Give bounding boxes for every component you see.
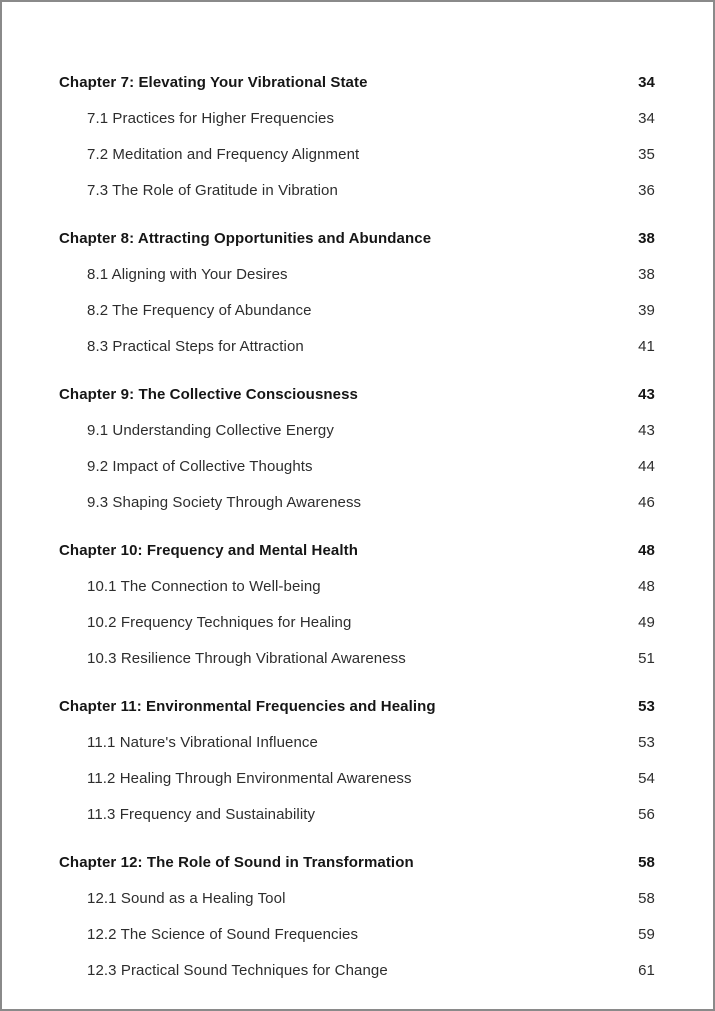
toc-section-row[interactable] [59,724,655,760]
toc-chapter [59,532,655,676]
section-page: 43 [638,421,655,439]
toc-section-row[interactable] [59,412,655,448]
section-page: 34 [638,109,655,127]
toc-chapter [59,376,655,520]
section-title: 10.3 Resilience Through Vibrational Awareness [87,649,406,667]
chapter-page: 34 [638,73,655,91]
section-title: 9.2 Impact of Collective Thoughts [87,457,313,475]
toc-chapter-row[interactable] [59,220,655,256]
chapter-sections [59,256,655,364]
toc-section-row[interactable] [59,256,655,292]
toc-section-row[interactable] [59,952,655,988]
section-page: 48 [638,577,655,595]
chapter-page: 58 [638,853,655,871]
chapter-title: Chapter 8: Attracting Opportunities and Abundance [59,229,432,247]
toc-section-row[interactable] [59,760,655,796]
section-page: 54 [638,769,655,787]
section-title: 12.1 Sound as a Healing Tool [87,889,286,907]
chapter-title: Chapter 7: Elevating Your Vibrational State [59,73,368,91]
section-title: 7.1 Practices for Higher Frequencies [87,109,335,127]
section-page: 51 [638,649,655,667]
toc-chapter [59,844,655,988]
section-title: 11.1 Nature's Vibrational Influence [87,733,318,751]
toc-chapter-row[interactable] [59,376,655,412]
toc-section-row[interactable] [59,100,655,136]
section-page: 41 [638,337,655,355]
toc-chapter-row[interactable] [59,844,655,880]
section-page: 56 [638,805,655,823]
chapter-sections [59,100,655,208]
toc-chapter [59,64,655,208]
section-title: 8.1 Aligning with Your Desires [87,265,288,283]
chapter-sections [59,880,655,988]
toc-section-row[interactable] [59,484,655,520]
section-title: 7.3 The Role of Gratitude in Vibration [87,181,338,199]
toc-list [2,2,713,988]
section-title: 12.2 The Science of Sound Frequencies [87,925,359,943]
toc-section-row[interactable] [59,328,655,364]
toc-chapter [59,220,655,364]
chapter-title: Chapter 12: The Role of Sound in Transformation [59,853,414,871]
section-page: 58 [638,889,655,907]
toc-section-row[interactable] [59,916,655,952]
section-page: 59 [638,925,655,943]
section-page: 36 [638,181,655,199]
section-title: 8.3 Practical Steps for Attraction [87,337,304,355]
toc-section-row[interactable] [59,568,655,604]
chapter-page: 38 [638,229,655,247]
section-title: 9.3 Shaping Society Through Awareness [87,493,362,511]
chapter-title: Chapter 11: Environmental Frequencies and Healing [59,697,436,715]
section-page: 38 [638,265,655,283]
chapter-title: Chapter 9: The Collective Consciousness [59,385,358,403]
toc-section-row[interactable] [59,136,655,172]
toc-section-row[interactable] [59,172,655,208]
toc-section-row[interactable] [59,880,655,916]
section-title: 7.2 Meditation and Frequency Alignment [87,145,360,163]
section-title: 8.2 The Frequency of Abundance [87,301,312,319]
chapter-page: 43 [638,385,655,403]
toc-chapter-row[interactable] [59,532,655,568]
section-page: 39 [638,301,655,319]
chapter-sections [59,568,655,676]
section-page: 61 [638,961,655,979]
section-title: 9.1 Understanding Collective Energy [87,421,334,439]
chapter-page: 53 [638,697,655,715]
toc-section-row[interactable] [59,796,655,832]
section-title: 11.2 Healing Through Environmental Awareness [87,769,412,787]
chapter-title: Chapter 10: Frequency and Mental Health [59,541,358,559]
toc-section-row[interactable] [59,640,655,676]
toc-chapter-row[interactable] [59,64,655,100]
section-title: 10.2 Frequency Techniques for Healing [87,613,352,631]
section-title: 10.1 The Connection to Well-being [87,577,321,595]
section-page: 49 [638,613,655,631]
toc-section-row[interactable] [59,604,655,640]
toc-chapter-row[interactable] [59,688,655,724]
section-page: 35 [638,145,655,163]
chapter-sections [59,412,655,520]
chapter-sections [59,724,655,832]
chapter-page: 48 [638,541,655,559]
section-page: 44 [638,457,655,475]
toc-chapter [59,688,655,832]
section-title: 12.3 Practical Sound Techniques for Change [87,961,388,979]
toc-section-row[interactable] [59,292,655,328]
toc-section-row[interactable] [59,448,655,484]
section-page: 53 [638,733,655,751]
section-title: 11.3 Frequency and Sustainability [87,805,316,823]
section-page: 46 [638,493,655,511]
